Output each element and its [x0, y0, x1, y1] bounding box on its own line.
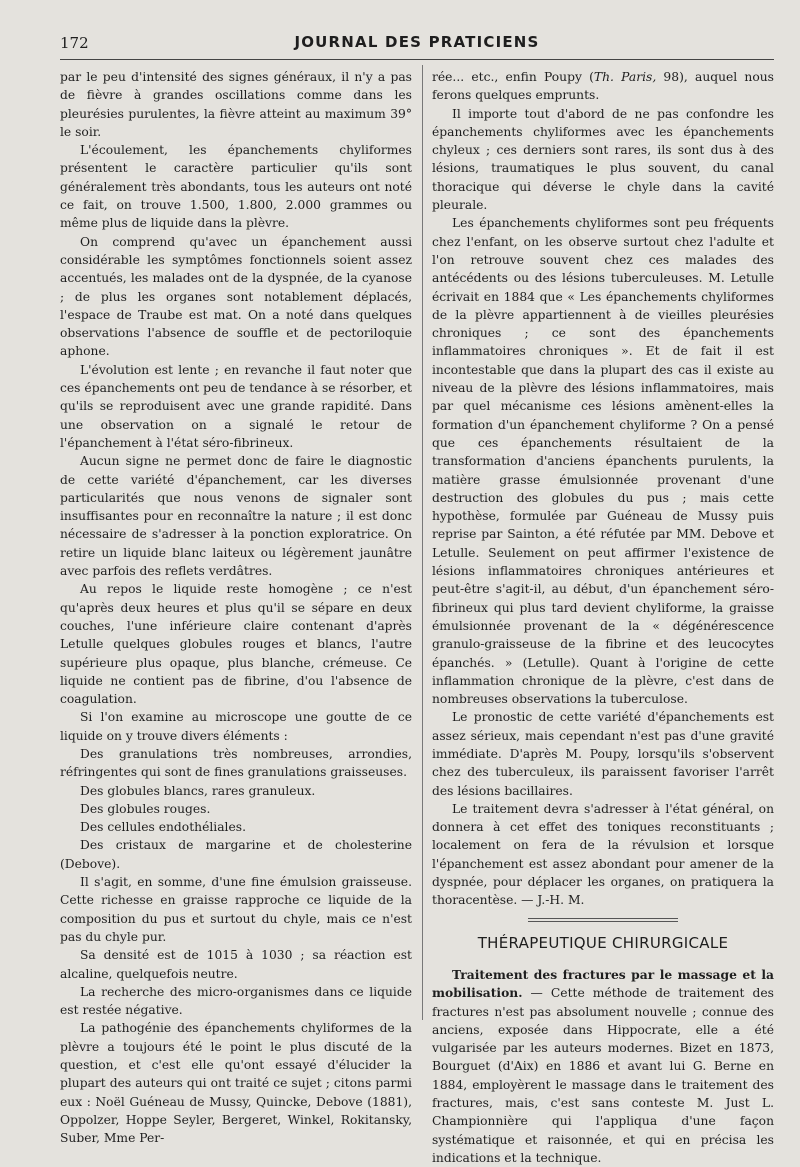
- text-run: 98), auquel nous ferons quelques emprunts.: [432, 70, 774, 103]
- journal-title: JOURNAL DES PRATICIENS: [294, 33, 540, 51]
- paragraph: La recherche des micro-organismes dans ce liquide est restée négative.: [60, 984, 412, 1018]
- column-divider: [422, 65, 423, 1020]
- left-column: [60, 68, 412, 1148]
- page-number: 172: [60, 34, 89, 52]
- citation: Th. Paris,: [593, 70, 657, 84]
- paragraph: Le traitement devra s'adresser à l'état général, on donnera à cet effet des toniques reconstituants ; localement on fera de la révulsion et lorsque l'épanchement est assez abondant pour amener de la dyspnée, pour déplacer les organes, on pratiquera la thoracentèse. — J.-H. M.: [432, 801, 774, 908]
- paragraph: Il s'agit, en somme, d'une fine émulsion graisseuse. Cette richesse en graisse rapproche ce liquide de la composition du pus et surtout du chyle, mais ce n'est pas du chyle pur.: [60, 875, 412, 944]
- page-header: [60, 30, 774, 56]
- article-paragraph: [432, 966, 774, 1167]
- text-run: rée... etc., enfin Poupy (: [432, 70, 594, 84]
- article-heading: Traitement des fractures par le massage et la mobilisation.: [432, 966, 774, 1001]
- paragraph: Les épanchements chyliformes sont peu fréquents chez l'enfant, on les observe surtout chez l'adulte et l'on retrouve souvent chez ces malades des antécédents ou des lésions tuberculeuses. M. Letulle écrivait en 1884 que « Les épanchements chyliformes de la plèvre appartiennent à de vieilles pleurésies chroniques ; ce sont des épanchements inflammatoires chroniques ». Et de fait il est incontestable que dans la plupart des cas il existe au niveau de la plèvre des lésions inflammatoires, mais par quel mécanisme ces lésions amènent-elles la formation d'un épanchement chyliforme ? On a pensé que ces épanchements résultaient de la transformation d'anciens épanchents purulents, la matière grasse émulsionnée provenant d'une destruction des globules du pus ; mais cette hypothèse, formulée par Guéneau de Mussy puis reprise par Sainton, a été réfutée par MM. Debove et Letulle. Seulement on peut affirmer l'existence de lésions inflammatoires chroniques antérieures et peut-être s'agit-il, au début, d'un épanchement séro-fibrineux qui plus tard devient chyliforme, la graisse émulsionnée provenant de la « dégénérescence granulo-graisseuse de la fibrine et des leucocytes épanchés. » (Letulle). Quant à l'origine de cette inflammation chronique de la plèvre, c'est dans de nombreuses observations la tuberculose.: [432, 216, 774, 707]
- paragraph: On comprend qu'avec un épanchement aussi considérable les symptômes fonctionnels soient assez accentués, les malades ont de la dyspnée, de la cyanose ; de plus les organes sont notablement déplacés, l'espace de Traube est mat. On a noté dans quelques observations l'absence de souffle et de pectoriloquie aphone.: [60, 234, 412, 359]
- section-rule: [528, 921, 678, 922]
- paragraph: Si l'on examine au microscope une goutte de ce liquide on y trouve divers éléments :: [60, 710, 412, 743]
- paragraph: Le pronostic de cette variété d'épanchements est assez sérieux, mais cependant n'est pas d'une gravité immédiate. D'après M. Poupy, lorsqu'ils s'observent chez des tuberculeux, ils paraissent favoriser l'arrêt des lésions bacillaires.: [432, 710, 774, 798]
- list-item: Des globules blancs, rares granuleux.: [80, 783, 316, 798]
- list-item: Des cellules endothéliales.: [80, 820, 246, 835]
- right-column: [432, 68, 774, 1167]
- paragraph: L'évolution est lente ; en revanche il faut noter que ces épanchements ont peu de tendance à se résorber, et qu'ils se reproduisent avec une grande rapidité. Dans une observation on a signalé le retour de l'épanchement à l'état séro-fibrineux.: [60, 362, 412, 450]
- header-rule: [60, 59, 774, 60]
- list-item: Des cristaux de margarine et de cholesterine (Debove).: [60, 838, 412, 871]
- paragraph: Il importe tout d'abord de ne pas confondre les épanchements chyliformes avec les épanchements chyleux ; ces derniers sont rares, ils sont dus à des lésions, traumatiques le plus souvent, du canal thoracique qui déverse le chyle dans la cavité pleurale.: [432, 106, 774, 213]
- paragraph: L'écoulement, les épanchements chyliformes présentent le caractère particulier qu'ils sont généralement très abondants, tous les auteurs ont noté ce fait, on trouve 1.500, 1.800, 2.000 grammes ou même plus de liquide dans la plèvre.: [60, 143, 412, 231]
- article-text: — Cette méthode de traitement des fractures n'est pas absolument nouvelle ; connue des anciens, exposée dans Hippocrate, elle a été vulgarisée par les auteurs modernes. Bizet en 1873, Bourguet (d'Aix) en 1886 et avant lui G. Berne en 1884, employèrent le massage dans le traitement des fractures, mais, c'est sans conteste M. Just L. Championnière qui l'appliqua d'une façon systématique et raisonnée, et qui en précisa les indications et la technique.: [432, 986, 774, 1165]
- paragraph: [432, 68, 774, 105]
- paragraph: Sa densité est de 1015 à 1030 ; sa réaction est alcaline, quelquefois neutre.: [60, 948, 412, 981]
- paragraph: Au repos le liquide reste homogène ; ce n'est qu'après deux heures et plus qu'il se sépare en deux couches, l'une inférieure claire contenant d'après Letulle quelques globules rouges et blancs, l'autre supérieure plus opaque, plus blanche, crémeuse. Ce liquide ne contient pas de fibrine, d'ou l'absence de coagulation.: [60, 582, 412, 707]
- section-title: THÉRAPEUTIQUE CHIRURGICALE: [477, 933, 729, 952]
- list-item: Des globules rouges.: [80, 801, 211, 816]
- paragraph: Aucun signe ne permet donc de faire le diagnostic de cette variété d'épanchement, car les diverses particularités que nous venons de signaler sont insuffisantes pour en reconnaître la nature ; il est donc nécessaire de s'adresser à la ponction exploratrice. On retire un liquide blanc laiteux ou légèrement jaunâtre avec parfois des reflets verdâtres.: [60, 454, 412, 579]
- list-item: Des granulations très nombreuses, arrondies, réfringentes qui sont de fines granulations graisseuses.: [60, 746, 412, 780]
- section-rule: [528, 918, 678, 919]
- paragraph: La pathogénie des épanchements chyliformes de la plèvre a toujours été le point le plus discuté de la question, et c'est elle qu'ont essayé d'élucider la plupart des auteurs qui ont traité ce sujet ; citons parmi eux : Noël Guéneau de Mussy, Quincke, Debove (1881), Oppolzer, Hoppe Seyler, Bergeret, Winkel, Rokitansky, Suber, Mme Per-: [60, 1021, 412, 1146]
- paragraph: par le peu d'intensité des signes généraux, il n'y a pas de fièvre à grandes oscillations comme dans les pleurésies purulentes, la fièvre atteint au maximum 39° le soir.: [60, 70, 412, 139]
